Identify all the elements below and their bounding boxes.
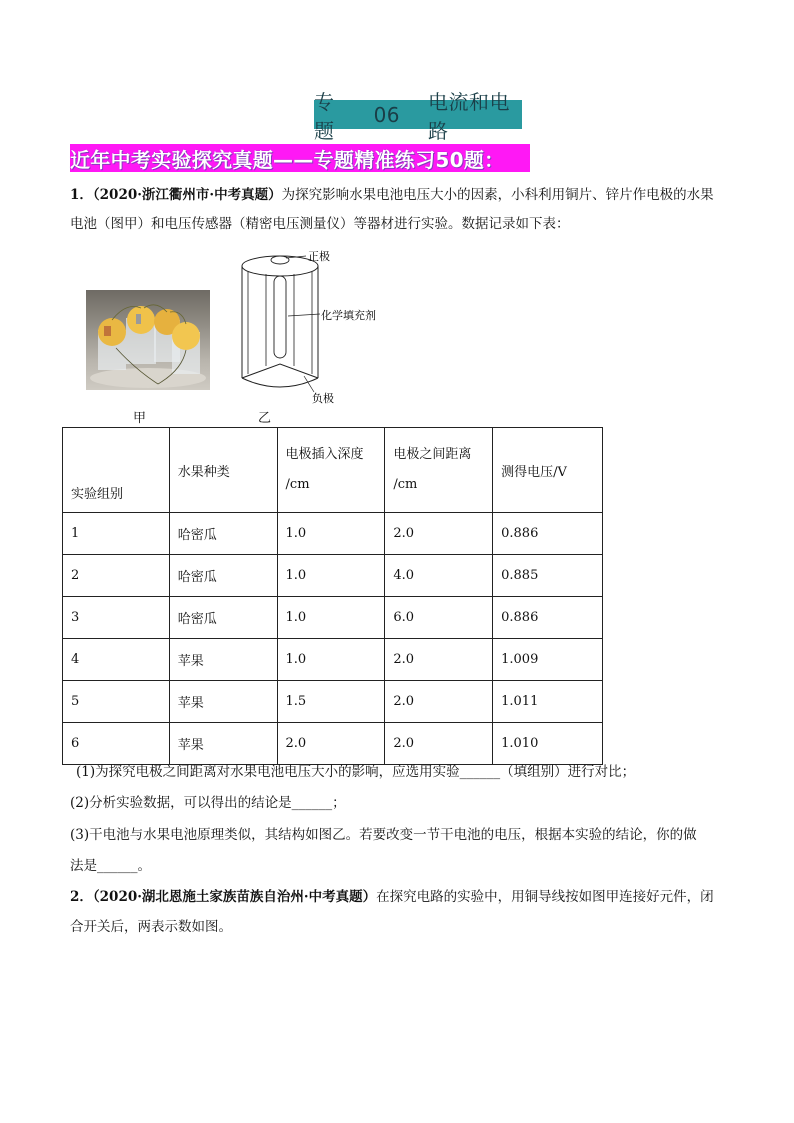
- q1-text-1: 为探究影响水果电池电压大小的因素，小科利用铜片、锌片作电极的水果: [281, 187, 714, 203]
- cell-depth: 1.0: [277, 555, 385, 597]
- cell-voltage: 1.010: [493, 723, 603, 765]
- subtitle-text: 近年中考实验探究真题——专题精准练习50题：: [70, 147, 505, 172]
- header-fruit: 水果种类: [169, 428, 277, 513]
- q1-line2: [70, 210, 570, 238]
- positive-label: 正极: [308, 250, 330, 263]
- figure-a-label: 甲: [133, 411, 147, 426]
- cell-depth: 1.0: [277, 513, 385, 555]
- table-row: [63, 639, 603, 681]
- cell-depth: 2.0: [277, 723, 385, 765]
- q2-line1: [70, 883, 714, 911]
- q2-number: 2．: [70, 889, 93, 905]
- table-row: [63, 555, 603, 597]
- cell-voltage: 0.886: [493, 513, 603, 555]
- figure-b-label: 乙: [258, 411, 272, 426]
- cell-depth: 1.0: [277, 639, 385, 681]
- q1-line1: [70, 181, 714, 209]
- q2-line2: 合开关后，两表示数如图。: [70, 919, 232, 935]
- cell-voltage: 0.886: [493, 597, 603, 639]
- q1-sub3-line2: 法是______。: [70, 858, 151, 874]
- cell-voltage: 1.009: [493, 639, 603, 681]
- header-depth: 电极插入深度 /cm: [277, 428, 385, 513]
- cell-fruit: 苹果: [169, 681, 277, 723]
- cell-group: 5: [63, 681, 170, 723]
- q1-sub2: (2)分析实验数据，可以得出的结论是______；: [70, 795, 346, 811]
- cell-distance: 2.0: [385, 723, 493, 765]
- dry-cell-diagram: [232, 246, 392, 406]
- cell-depth: 1.0: [277, 597, 385, 639]
- cell-voltage: 1.011: [493, 681, 603, 723]
- header-group: 实验组别: [63, 428, 170, 513]
- q1-sub1: (1)为探究电极之间距离对水果电池电压大小的影响，应选用实验______（填组别）进行对比；: [76, 764, 636, 780]
- q1-source: （2020·浙江衢州市·中考真题）: [92, 187, 282, 203]
- table-row: [63, 597, 603, 639]
- cell-fruit: 哈密瓜: [169, 555, 277, 597]
- fruit-battery-illustration: [86, 290, 210, 390]
- header-voltage: 测得电压/V: [493, 428, 603, 513]
- cell-distance: 2.0: [385, 681, 493, 723]
- negative-label: 负极: [312, 392, 334, 405]
- cell-distance: 4.0: [385, 555, 493, 597]
- cell-fruit: 哈密瓜: [169, 513, 277, 555]
- q1-number: 1．: [70, 187, 93, 203]
- q2-text-1: 在探究电路的实验中，用铜导线按如图甲连接好元件，闭: [376, 889, 714, 905]
- subtitle-banner: [70, 144, 530, 172]
- header-distance: 电极之间距离 /cm: [385, 428, 493, 513]
- cell-distance: 2.0: [385, 513, 493, 555]
- experiment-data-table: [62, 427, 603, 765]
- title-prefix: 专题: [314, 89, 335, 143]
- cell-fruit: 苹果: [169, 723, 277, 765]
- cell-distance: 6.0: [385, 597, 493, 639]
- table-row: [63, 681, 603, 723]
- cell-distance: 2.0: [385, 639, 493, 681]
- title-main: 电流和电路: [428, 89, 511, 143]
- q1-sub3-line1: (3)干电池与水果电池原理类似，其结构如图乙。若要改变一节干电池的电压，根据本实验的结论，你的做: [70, 827, 697, 843]
- table-row: [63, 513, 603, 555]
- cell-fruit: 哈密瓜: [169, 597, 277, 639]
- q2-source: （2020·湖北恩施土家族苗族自治州·中考真题）: [92, 889, 377, 905]
- cell-group: 6: [63, 723, 170, 765]
- cell-group: 3: [63, 597, 170, 639]
- cell-voltage: 0.885: [493, 555, 603, 597]
- cell-fruit: 苹果: [169, 639, 277, 681]
- q1-text-2: 电池（图甲）和电压传感器（精密电压测量仪）等器材进行实验。数据记录如下表：: [70, 216, 570, 232]
- cell-group: 4: [63, 639, 170, 681]
- cell-depth: 1.5: [277, 681, 385, 723]
- cell-group: 1: [63, 513, 170, 555]
- filler-label: 化学填充剂: [321, 309, 376, 322]
- cell-group: 2: [63, 555, 170, 597]
- table-header-row: [63, 428, 603, 513]
- section-title: [314, 89, 522, 143]
- fruit-battery-photo: [86, 290, 210, 390]
- title-number: 06: [373, 102, 401, 127]
